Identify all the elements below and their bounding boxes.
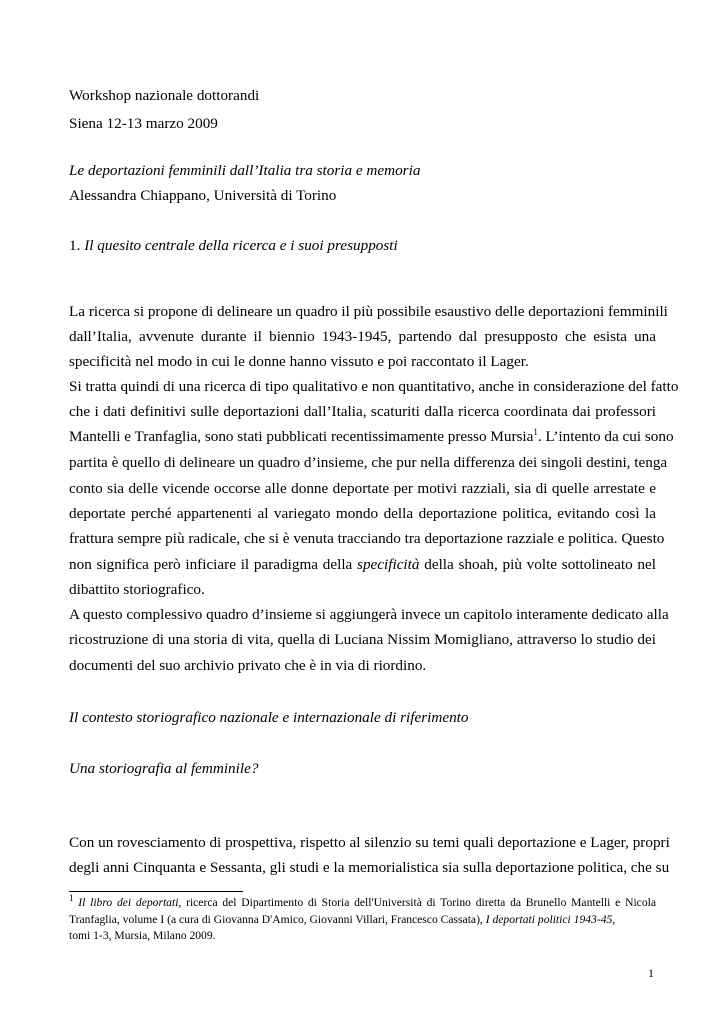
paragraph-line: specificità nel modo in cui le donne hanno vissuto e poi raccontato il Lager. (69, 353, 529, 370)
paragraph-line: frattura sempre più radicale, che si è venuta tracciando tra deportazione razziale e politica. Questo (69, 530, 665, 547)
footnote-separator (69, 891, 243, 892)
footnote-reference: 1 (533, 426, 538, 437)
text-span: Mantelli e Tranfaglia, sono stati pubblicati recentissimamente presso Mursia (69, 428, 534, 445)
paragraph-line: dall’Italia, avvenute durante il biennio 1943-1945, partendo dal presupposto che esista una (69, 328, 656, 345)
paragraph-line: ricostruzione di una storia di vita, quella di Luciana Nissim Momigliano, attraverso lo studio dei (69, 631, 656, 648)
text-span: della shoah, più volte sottolineato nel (419, 556, 656, 573)
text-span: . L’intento da cui sono (537, 428, 674, 445)
footnote-marker: 1 (69, 893, 74, 904)
page-number: 1 (648, 966, 654, 980)
footnote-book-title: Il libro dei deportati (78, 896, 179, 909)
paragraph-line: conto sia delle vicende occorse alle donne deportate per motivi razziali, sia di quelle arrestate e (69, 480, 656, 497)
paragraph-line: documenti del suo archivio privato che è in via di riordino. (69, 657, 427, 674)
text-span: , ricerca del Dipartimento di Storia dell'Università di Torino diretta da Brunello Mantelli e Nicola (178, 896, 656, 909)
subheading-storiografia: Una storiografia al femminile? (69, 760, 259, 777)
section-title: Il quesito centrale della ricerca e i suoi presupposti (84, 237, 398, 254)
paragraph-line: degli anni Cinquanta e Sessanta, gli studi e la memorialistica sia sulla deportazione politica, che su (69, 859, 670, 876)
paragraph-line: La ricerca si propone di delineare un quadro il più possibile esaustivo delle deportazioni femminili (69, 303, 668, 320)
paragraph-line: dibattito storiografico. (69, 581, 205, 598)
text-span: non significa però inficiare il paradigma della (69, 556, 358, 573)
footnote-line (69, 912, 615, 927)
paragraph-line: deportate perché appartenenti al variegato mondo della deportazione politica, evitando così la (69, 505, 656, 522)
subheading-context: Il contesto storiografico nazionale e internazionale di riferimento (69, 709, 469, 726)
text-span: , (612, 913, 616, 926)
footnote-line (69, 895, 656, 910)
paragraph-line (69, 556, 656, 574)
section-number: 1. (69, 237, 85, 254)
footnote-volume-title: I deportati politici 1943-45 (485, 913, 613, 926)
paragraph-line: Si tratta quindi di una ricerca di tipo qualitativo e non quantitativo, anche in considerazione del fatto (69, 378, 679, 395)
footnote-line: tomi 1-3, Mursia, Milano 2009. (69, 929, 216, 942)
paper-title: Le deportazioni femminili dall’Italia tra storia e memoria (69, 162, 421, 179)
workshop-title: Workshop nazionale dottorandi (69, 87, 260, 104)
paper-author: Alessandra Chiappano, Università di Torino (69, 187, 337, 204)
paragraph-line (69, 426, 674, 446)
paragraph-line: partita è quello di delineare un quadro d’insieme, che pur nella differenza dei singoli destini, tenga (69, 454, 668, 471)
paragraph-line: che i dati definitivi sulle deportazioni dall’Italia, scaturiti dalla ricerca coordinata dai professori (69, 403, 656, 420)
paragraph-line: Con un rovesciamento di prospettiva, rispetto al silenzio su temi quali deportazione e Lager, propri (69, 834, 670, 851)
paragraph-line: A questo complessivo quadro d’insieme si aggiungerà invece un capitolo interamente dedicato alla (69, 606, 669, 623)
section-heading (69, 237, 398, 255)
workshop-place-date: Siena 12-13 marzo 2009 (69, 115, 218, 132)
emphasis-text: specificità (357, 556, 420, 573)
text-span: Tranfaglia, volume I (a cura di Giovanna D'Amico, Giovanni Villari, Francesco Cassata), (69, 913, 486, 926)
